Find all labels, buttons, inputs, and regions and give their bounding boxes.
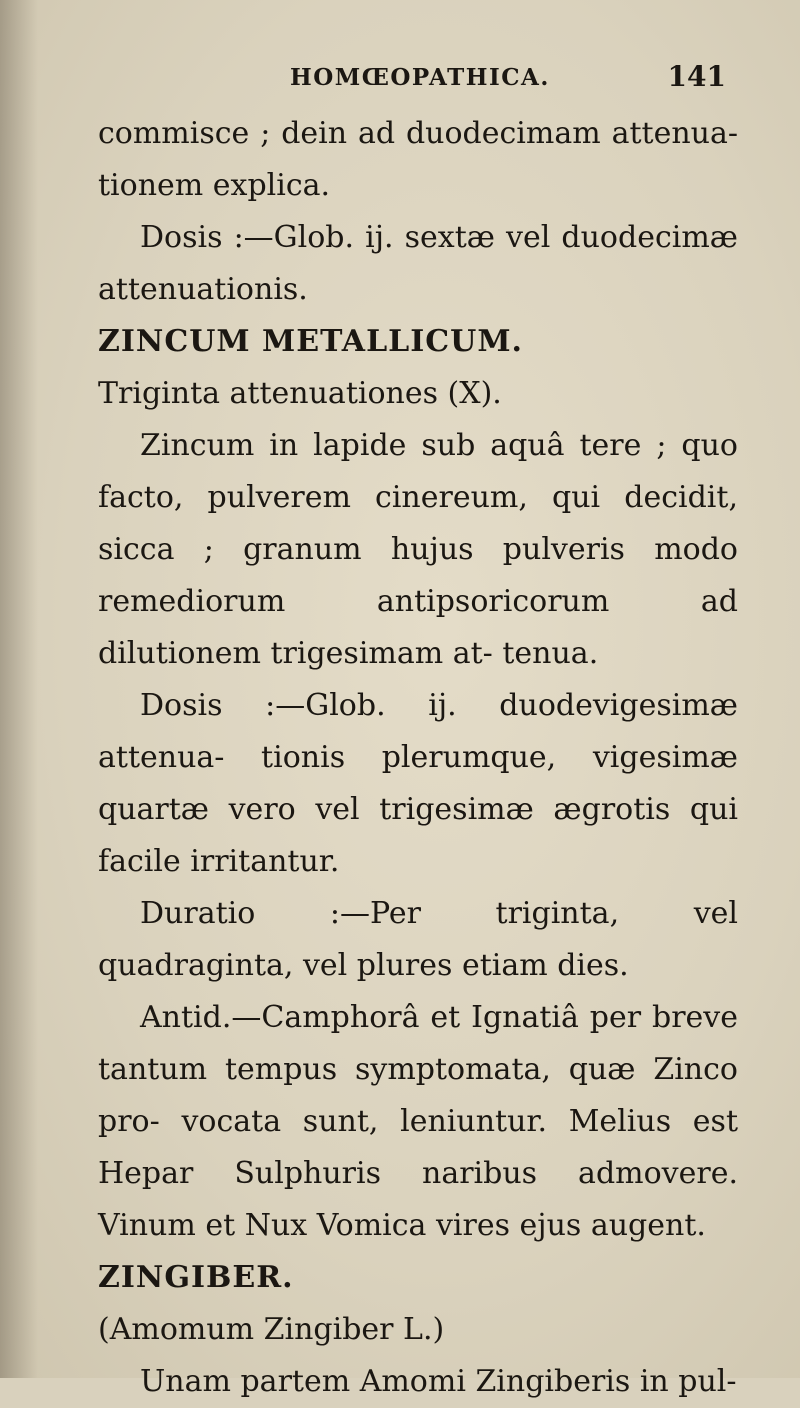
page-number: 141 — [667, 60, 726, 93]
paragraph-zincum-antidote: Antid.—Camphorâ et Ignatiâ per breve tantum tempus symptomata, quæ Zinco pro- vocata sunt, leniuntur. Melius est Hepar Sulphuris naribus admovere. Vinum et Nux Vomica vires ejus augent. — [98, 1000, 738, 1243]
section-subheading-zincum: Triginta attenuationes (X). — [98, 376, 502, 411]
section-heading-zincum: ZINCUM METALLICUM. — [98, 324, 523, 359]
paragraph-continuation: commisce ; dein ad duodecimam attenua- tionem explica. — [98, 116, 738, 203]
paragraph-zincum-preparation: Zincum in lapide sub aquâ tere ; quo facto, pulverem cinereum, qui decidit, sicca ; granum hujus pulveris modo remediorum antipsoricorum ad dilutionem trigesimam at- tenua. — [98, 428, 738, 671]
paragraph-dosis: Dosis :—Glob. ij. sextæ vel duodecimæ attenuationis. — [98, 220, 738, 307]
running-head: HOMŒOPATHICA. — [290, 64, 550, 91]
paragraph-zingiber: Unam partem Amomi Zingiberis in pul- — [140, 1364, 737, 1399]
paragraph-zincum-dosis: Dosis :—Glob. ij. duodevigesimæ attenua- tionis plerumque, vigesimæ quartæ vero vel trigesimæ ægrotis qui facile irritantur. — [98, 688, 738, 879]
section-heading-zingiber: ZINGIBER. — [98, 1260, 294, 1295]
page-header — [290, 60, 726, 100]
paragraph-zincum-duratio: Duratio :—Per triginta, vel quadraginta, vel plures etiam dies. — [98, 896, 738, 983]
body-text — [98, 108, 738, 1408]
page-spine-shadow — [0, 0, 38, 1378]
section-subheading-zingiber: (Amomum Zingiber L.) — [98, 1312, 445, 1347]
